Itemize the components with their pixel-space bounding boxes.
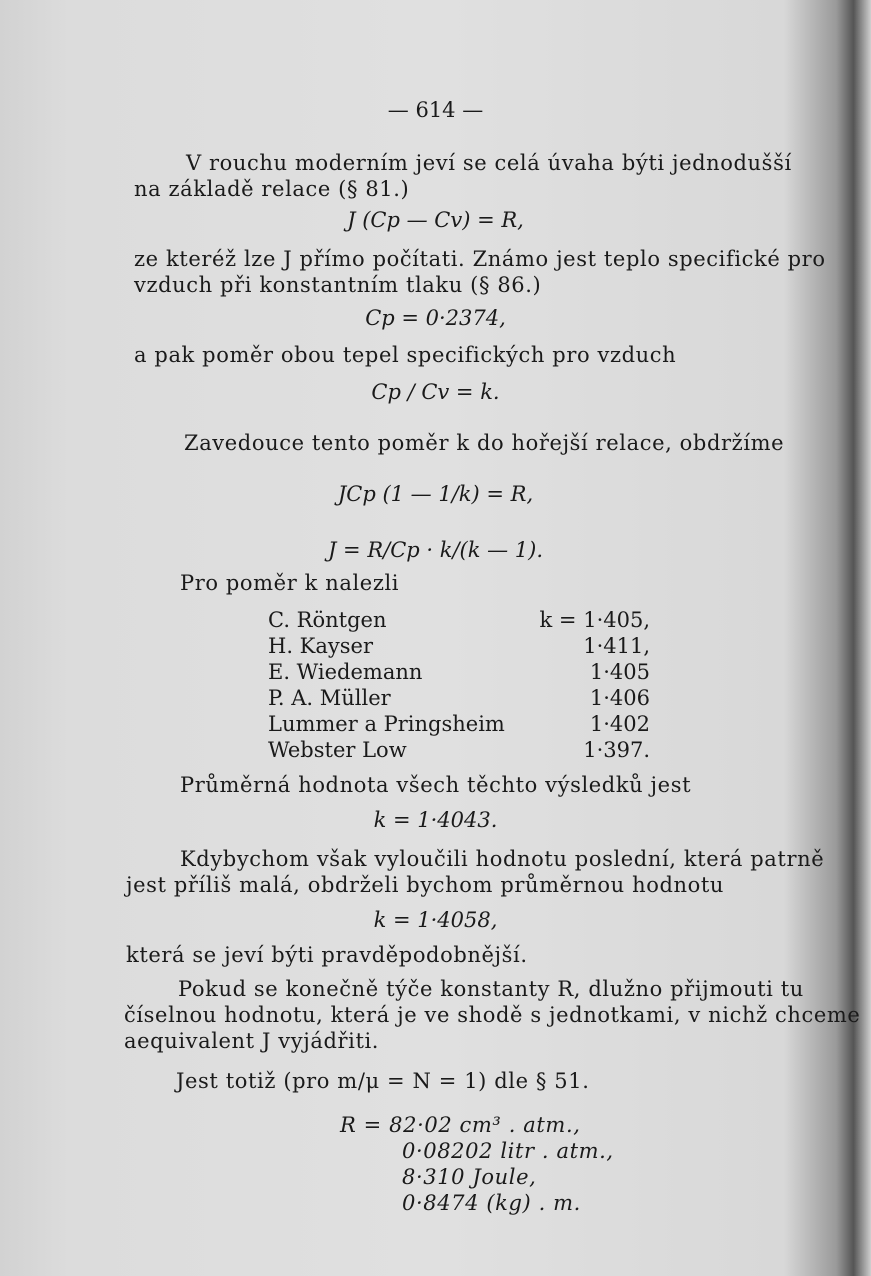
para9-line2: číselnou hodnotu, která je ve shodě s jednotkami, v nichž chceme [124,1003,861,1027]
author-value: 1·411, [583,634,650,658]
author-name: Webster Low [268,738,407,762]
para9-line1: Pokud se konečně týče konstanty R, dlužno přijmouti tu [178,977,804,1001]
equation-5: J = R/Cp · k/(k — 1). [327,538,544,562]
para5: Pro poměr k nalezli [180,571,400,595]
para7-line1: Kdybychom však vyloučili hodnotu poslední, která patrně [180,847,825,871]
para3: a pak poměr obou tepel specifických pro vzduch [134,343,677,367]
author-value: k = 1·405, [539,608,650,632]
r-value-4: 0·8474 (kg) . m. [402,1191,581,1215]
para4: Zavedouce tento poměr k do hořejší relace, obdržíme [184,431,785,455]
equation-4: JCp (1 — 1/k) = R, [337,482,534,506]
r-value-1: R = 82·02 cm³ . atm., [340,1113,581,1137]
author-name: Lummer a Pringsheim [268,712,505,736]
para6: Průměrná hodnota všech těchto výsledků jest [180,773,692,797]
para10: Jest totiž (pro m/μ = N = 1) dle § 51. [176,1069,590,1093]
para8: která se jeví býti pravděpodobnější. [126,943,528,967]
page-number: — 614 — [387,98,484,122]
para1-line2: na základě relace (§ 81.) [134,177,410,201]
equation-2: Cp = 0·2374, [365,306,506,330]
equation-1: J (Cp — Cv) = R, [347,208,524,232]
r-value-2: 0·08202 litr . atm., [402,1139,614,1163]
author-name: P. A. Müller [268,686,391,710]
author-name: E. Wiedemann [268,660,423,684]
para9-line3: aequivalent J vyjádřiti. [124,1029,380,1053]
author-name: C. Röntgen [268,608,387,632]
equation-7: k = 1·4058, [373,908,498,932]
author-value: 1·405 [589,660,650,684]
equation-6: k = 1·4043. [373,808,498,832]
author-value: 1·402 [589,712,650,736]
para2-line2: vzduch při konstantním tlaku (§ 86.) [134,273,542,297]
para7-line2: jest příliš malá, obdrželi bychom průměrnou hodnotu [126,873,725,897]
author-value: 1·397. [583,738,650,762]
para2-line1: ze kteréž lze J přímo počítati. Známo jest teplo specifické pro [134,247,826,271]
author-value: 1·406 [589,686,650,710]
r-value-3: 8·310 Joule, [402,1165,537,1189]
equation-3: Cp / Cv = k. [371,380,500,404]
para1-line1: V rouchu moderním jeví se celá úvaha býti jednodušší [186,151,792,175]
author-name: H. Kayser [268,634,373,658]
